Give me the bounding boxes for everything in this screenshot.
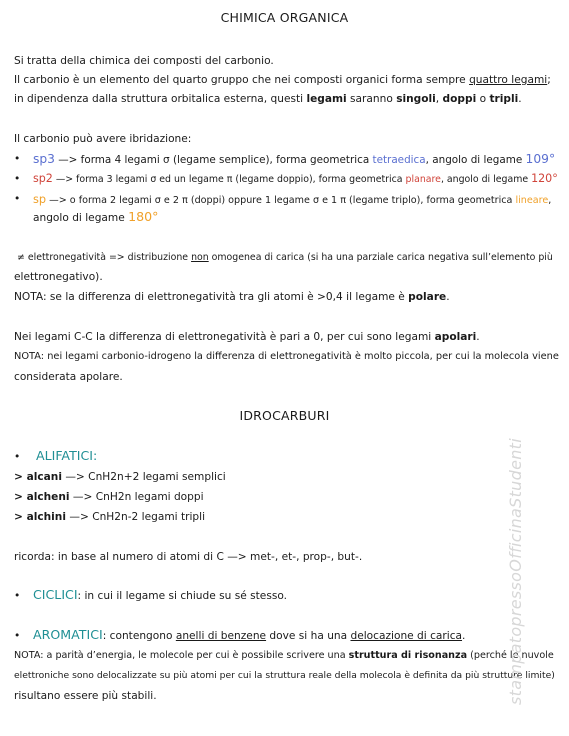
ibridazione-heading: Il carbonio può avere ibridazione:	[14, 133, 192, 145]
watermark: stampatopressoOfficinaStudenti	[506, 438, 525, 705]
nota-risonanza-2: elettroniche sono delocalizzate su più atomi per cui la struttura reale della molecola è definita da più strutture limite)	[14, 670, 555, 681]
intro-line-2: Il carbonio è un elemento del quarto gruppo che nei composti organici forma sempre quattro legami;	[14, 74, 551, 86]
legami-cc-line: Nei legami C-C la differenza di elettronegatività è pari a 0, per cui sono legami apolari.	[14, 331, 480, 343]
nota-risonanza-1: NOTA: a parità d’energia, le molecole per cui è possibile scrivere una struttura di risonanza (perché le nuvole	[14, 650, 554, 661]
bullet-icon: •	[14, 153, 21, 165]
page-title: CHIMICA ORGANICA	[220, 10, 349, 25]
elettro-line-1: ≠ elettronegatività => distribuzione non omogenea di carica (si ha una parziale carica negativa sull’elemento più	[17, 252, 553, 263]
alchini-line: > alchini —> CnH2n-2 legami tripli	[14, 511, 206, 523]
ricorda-line: ricorda: in base al numero di atomi di C —> met-, et-, prop-, but-.	[14, 551, 363, 563]
intro-line-3: in dipendenza dalla struttura orbitalica esterna, questi legami saranno singoli, doppi o tripli.	[14, 93, 522, 105]
bullet-icon: •	[14, 193, 21, 205]
intro-line-1: Si tratta della chimica dei composti del carbonio.	[14, 55, 274, 67]
nota-risonanza-3: risultano essere più stabili.	[14, 690, 157, 702]
bullet-icon: •	[14, 451, 21, 463]
alcheni-line: > alcheni —> CnH2n legami doppi	[14, 491, 204, 503]
aromatici-line: AROMATICI: contengono anelli di benzene dove si ha una delocazione di carica.	[33, 627, 466, 642]
sp-line-cont: angolo di legame 180°	[33, 209, 159, 224]
sp-line: sp —> o forma 2 legami σ e 2 π (doppi) oppure 1 legame σ e 1 π (legame triplo), forma geometrica lineare,	[33, 192, 552, 206]
bullet-icon: •	[14, 590, 21, 602]
sp2-line: sp2 —> forma 3 legami σ ed un legame π (legame doppio), forma geometrica planare, angolo di legame 120°	[33, 172, 558, 185]
nota-apolare-1: NOTA: nei legami carbonio-idrogeno la differenza di elettronegatività è molto piccola, per cui la molecola viene	[14, 351, 559, 362]
bullet-icon: •	[14, 173, 21, 185]
alifatici-heading: ALIFATICI:	[36, 448, 98, 463]
sp3-line: sp3 —> forma 4 legami σ (legame semplice), forma geometrica tetraedica, angolo di legame 109°	[33, 152, 556, 166]
ciclici-line: CICLICI: in cui il legame si chiude su sé stesso.	[33, 587, 288, 602]
bullet-icon: •	[14, 630, 21, 642]
nota-apolare-2: considerata apolare.	[14, 371, 123, 383]
section-title-idrocarburi: IDROCARBURI	[239, 408, 330, 423]
nota-polare: NOTA: se la differenza di elettronegatività tra gli atomi è >0,4 il legame è polare.	[14, 291, 450, 303]
alcani-line: > alcani —> CnH2n+2 legami semplici	[14, 471, 226, 483]
elettro-line-2: elettronegativo).	[14, 271, 103, 283]
